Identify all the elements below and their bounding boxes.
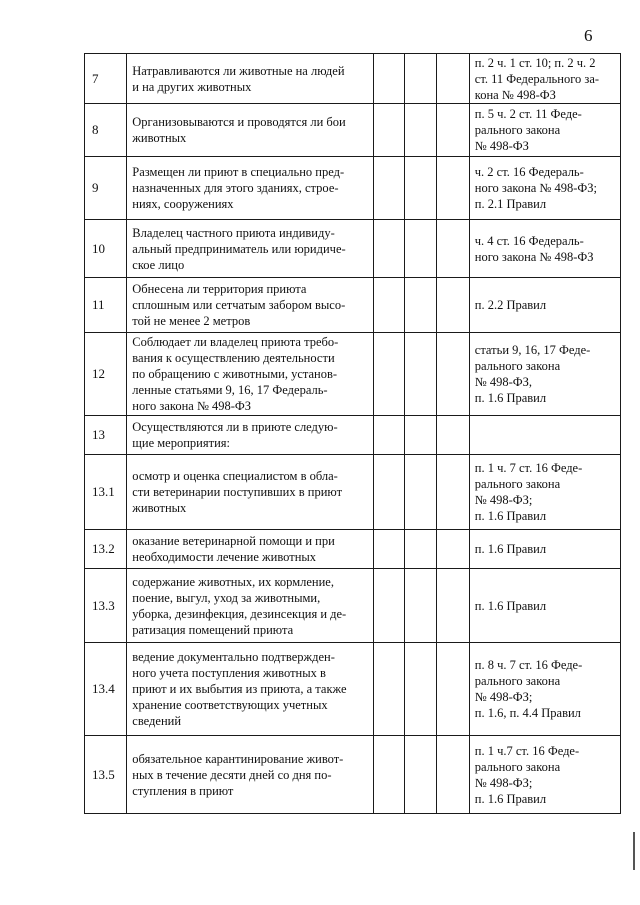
- reference-line: № 498-ФЗ;: [474, 493, 533, 507]
- answer-no-cell: [405, 220, 437, 278]
- reference-line: рального закона: [474, 674, 561, 688]
- reference-line: ч. 4 ст. 16 Федераль-: [474, 233, 584, 248]
- question-line: уборка, дезинфекция, дезинсекция и де-: [132, 606, 347, 621]
- table-row: [85, 416, 621, 455]
- reference-line: п. 2 ч. 1 ст. 10; п. 2 ч. 2: [474, 55, 596, 70]
- reference-line: п. 1.6 Правил: [474, 542, 547, 556]
- page-number: 6: [584, 26, 593, 45]
- reference-line: п. 1.6 Правил: [474, 509, 547, 523]
- answer-yes-cell: [373, 54, 405, 104]
- answer-yes-cell: [373, 333, 405, 416]
- question-line: Организовываются и проводятся ли бои: [132, 115, 346, 129]
- question-line: приют и их выбытия из приюта, а также: [132, 682, 347, 696]
- question-line: ного закона № 498-ФЗ: [132, 399, 252, 413]
- reference-line: ного закона № 498-ФЗ;: [474, 181, 598, 195]
- answer-yes-cell: [373, 643, 405, 736]
- answer-no-cell: [405, 278, 437, 333]
- question-line: ленные статьями 9, 16, 17 Федераль-: [132, 383, 328, 397]
- answer-no-cell: [405, 157, 437, 220]
- question-line: Владелец частного приюта индивиду-: [132, 225, 335, 240]
- legal-reference: [469, 643, 620, 736]
- legal-reference: [469, 220, 620, 278]
- reference-line: п. 1.6 Правил: [474, 791, 547, 806]
- question-line: необходимости лечение животных: [132, 550, 317, 564]
- answer-na-cell: [437, 54, 470, 104]
- question-line: осмотр и оценка специалистом в обла-: [132, 469, 338, 483]
- reference-line: п. 1 ч. 7 ст. 16 Феде-: [474, 461, 583, 475]
- answer-yes-cell: [373, 530, 405, 569]
- answer-na-cell: [437, 104, 470, 157]
- reference-line: кона № 498-ФЗ: [474, 87, 556, 102]
- requirement-question: [127, 333, 373, 416]
- table-row: [85, 278, 621, 333]
- question-line: сти ветеринарии поступивших в приют: [132, 485, 343, 499]
- reference-line: № 498-ФЗ;: [474, 775, 533, 790]
- requirement-question: [127, 643, 373, 736]
- table-row: [85, 54, 621, 104]
- question-line: Обнесена ли территория приюта: [132, 282, 307, 296]
- answer-no-cell: [405, 643, 437, 736]
- table-row: [85, 530, 621, 569]
- question-line: содержание животных, их кормление,: [132, 574, 334, 589]
- table-row: [85, 220, 621, 278]
- question-line: ного учета поступления животных в: [132, 666, 326, 680]
- checklist-table-body: [85, 54, 621, 814]
- reference-line: п. 1.6, п. 4.4 Правил: [474, 706, 581, 720]
- question-line: ское лицо: [132, 257, 185, 272]
- question-line: ступления в приют: [132, 783, 234, 798]
- question-line: ных в течение десяти дней со дня по-: [132, 767, 332, 782]
- answer-no-cell: [405, 333, 437, 416]
- question-line: Соблюдает ли владелец приюта требо-: [132, 335, 339, 349]
- question-line: животных: [132, 131, 187, 145]
- question-line: животных: [132, 501, 187, 515]
- question-line: по обращению с животными, установ-: [132, 367, 338, 381]
- question-line: обязательное карантинирование живот-: [132, 751, 344, 766]
- reference-line: ч. 2 ст. 16 Федераль-: [474, 165, 584, 179]
- reference-line: № 498-ФЗ,: [474, 375, 532, 389]
- legal-reference: [469, 736, 620, 814]
- answer-na-cell: [437, 530, 470, 569]
- legal-reference: [469, 455, 620, 530]
- table-row: [85, 455, 621, 530]
- answer-na-cell: [437, 736, 470, 814]
- reference-line: п. 1.6 Правил: [474, 391, 547, 405]
- question-line: ниях, сооружениях: [132, 197, 234, 211]
- question-line: альный предприниматель или юридиче-: [132, 241, 346, 256]
- requirement-question: [127, 530, 373, 569]
- question-line: и на других животных: [132, 79, 252, 94]
- legal-reference: [469, 54, 620, 104]
- answer-yes-cell: [373, 278, 405, 333]
- row-number: 8: [85, 104, 127, 157]
- question-line: вания к осуществлению деятельности: [132, 351, 335, 365]
- question-line: той не менее 2 метров: [132, 314, 251, 328]
- question-line: Размещен ли приют в специально пред-: [132, 165, 345, 179]
- answer-yes-cell: [373, 736, 405, 814]
- requirement-question: [127, 455, 373, 530]
- question-line: ведение документально подтвержден-: [132, 650, 335, 664]
- requirement-question: [127, 157, 373, 220]
- question-line: щие мероприятия:: [132, 436, 230, 450]
- requirement-question: [127, 104, 373, 157]
- legal-reference: [469, 104, 620, 157]
- legal-reference: [469, 333, 620, 416]
- question-line: ратизация помещений приюта: [132, 622, 294, 637]
- table-row: [85, 333, 621, 416]
- answer-yes-cell: [373, 220, 405, 278]
- answer-yes-cell: [373, 104, 405, 157]
- row-number: 11: [85, 278, 127, 333]
- question-line: оказание ветеринарной помощи и при: [132, 534, 335, 548]
- answer-yes-cell: [373, 416, 405, 455]
- row-number: 12: [85, 333, 127, 416]
- row-number: 13.3: [85, 569, 127, 643]
- reference-line: п. 2.1 Правил: [474, 197, 547, 211]
- table-row: [85, 569, 621, 643]
- reference-line: п. 2.2 Правил: [474, 298, 547, 312]
- table-row: [85, 104, 621, 157]
- answer-na-cell: [437, 278, 470, 333]
- answer-na-cell: [437, 455, 470, 530]
- scan-edge-mark: [633, 832, 635, 870]
- reference-line: рального закона: [474, 759, 561, 774]
- answer-yes-cell: [373, 455, 405, 530]
- answer-no-cell: [405, 416, 437, 455]
- answer-yes-cell: [373, 569, 405, 643]
- row-number: 13.1: [85, 455, 127, 530]
- legal-reference: [469, 569, 620, 643]
- reference-line: рального закона: [474, 359, 561, 373]
- requirement-question: [127, 736, 373, 814]
- answer-no-cell: [405, 104, 437, 157]
- requirement-question: [127, 220, 373, 278]
- question-line: назначенных для этого зданиях, строе-: [132, 181, 339, 195]
- requirement-question: [127, 278, 373, 333]
- reference-line: статьи 9, 16, 17 Феде-: [474, 343, 591, 357]
- requirement-question: [127, 416, 373, 455]
- row-number: 7: [85, 54, 127, 104]
- legal-reference: [469, 416, 620, 455]
- reference-line: рального закона: [474, 477, 561, 491]
- question-line: Натравливаются ли животные на людей: [132, 63, 345, 78]
- answer-yes-cell: [373, 157, 405, 220]
- reference-line: ст. 11 Федерального за-: [474, 71, 600, 86]
- answer-no-cell: [405, 530, 437, 569]
- reference-line: № 498-ФЗ: [474, 139, 529, 153]
- question-line: Осуществляются ли в приюте следую-: [132, 420, 338, 434]
- row-number: 13.4: [85, 643, 127, 736]
- question-line: сплошным или сетчатым забором высо-: [132, 298, 346, 312]
- answer-na-cell: [437, 220, 470, 278]
- answer-na-cell: [437, 569, 470, 643]
- table-row: [85, 643, 621, 736]
- answer-na-cell: [437, 643, 470, 736]
- checklist-table: [84, 53, 621, 814]
- reference-line: п. 1.6 Правил: [474, 598, 547, 613]
- reference-line: п. 1 ч.7 ст. 16 Феде-: [474, 743, 580, 758]
- row-number: 10: [85, 220, 127, 278]
- reference-line: п. 8 ч. 7 ст. 16 Феде-: [474, 658, 583, 672]
- answer-na-cell: [437, 333, 470, 416]
- reference-line: № 498-ФЗ;: [474, 690, 533, 704]
- answer-no-cell: [405, 736, 437, 814]
- table-row: [85, 736, 621, 814]
- legal-reference: [469, 157, 620, 220]
- legal-reference: [469, 530, 620, 569]
- reference-line: рального закона: [474, 123, 561, 137]
- row-number: 13: [85, 416, 127, 455]
- answer-no-cell: [405, 54, 437, 104]
- reference-line: п. 5 ч. 2 ст. 11 Феде-: [474, 107, 582, 121]
- reference-line: ного закона № 498-ФЗ: [474, 249, 594, 264]
- requirement-question: [127, 569, 373, 643]
- row-number: 13.5: [85, 736, 127, 814]
- question-line: поение, выгул, уход за животными,: [132, 590, 321, 605]
- row-number: 9: [85, 157, 127, 220]
- question-line: сведений: [132, 714, 182, 728]
- question-line: хранение соответствующих учетных: [132, 698, 328, 712]
- row-number: 13.2: [85, 530, 127, 569]
- requirement-question: [127, 54, 373, 104]
- answer-no-cell: [405, 455, 437, 530]
- answer-na-cell: [437, 157, 470, 220]
- table-row: [85, 157, 621, 220]
- legal-reference: [469, 278, 620, 333]
- answer-no-cell: [405, 569, 437, 643]
- answer-na-cell: [437, 416, 470, 455]
